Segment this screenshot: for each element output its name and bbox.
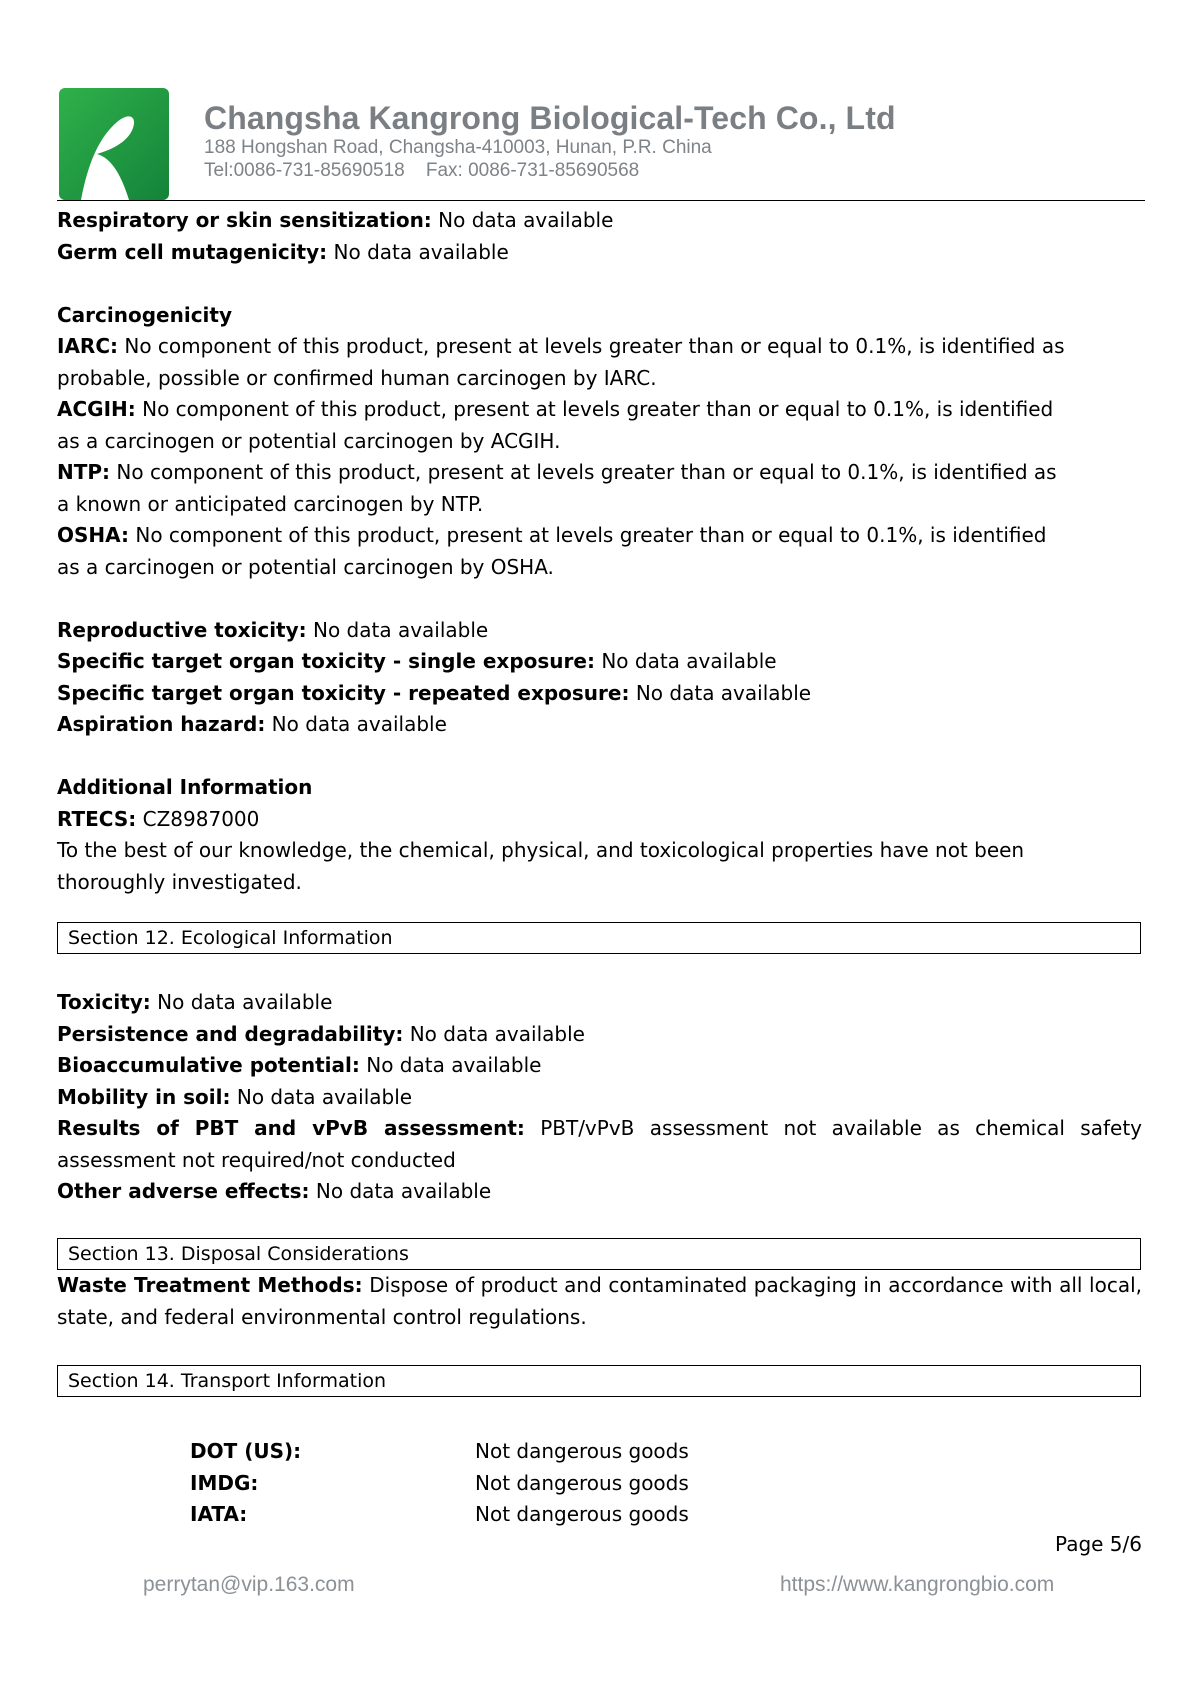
field-label: NTP: xyxy=(57,460,111,484)
spacer xyxy=(57,268,1142,300)
aspiration-hazard xyxy=(57,709,1142,741)
field-value: No data available xyxy=(309,1179,492,1203)
field-label: Persistence and degradability: xyxy=(57,1021,404,1046)
ntp-line-1 xyxy=(57,457,1142,489)
additional-information-heading: Additional Information xyxy=(57,775,313,799)
company-address: 188 Hongshan Road, Changsha-410003, Hunan, P.R. China xyxy=(204,137,712,158)
transport-value: Not dangerous goods xyxy=(475,1439,689,1463)
transport-label: DOT (US): xyxy=(190,1439,302,1463)
field-label: OSHA: xyxy=(57,523,129,547)
iarc-line-1 xyxy=(57,331,1142,363)
germ-cell-mutagenicity xyxy=(57,237,1142,269)
other-adverse-effects xyxy=(57,1176,1142,1208)
field-label: Mobility in soil: xyxy=(57,1084,231,1109)
persistence-degradability xyxy=(57,1019,1142,1051)
respiratory-sensitization xyxy=(57,205,1142,237)
field-value: No data available xyxy=(431,208,614,232)
field-value: CZ8987000 xyxy=(136,806,260,831)
field-value: PBT/vPvB assessment not available as chemical safety assessment not required/not conducted xyxy=(57,1116,1142,1172)
page-number: Page 5/6 xyxy=(1055,1532,1142,1556)
bioaccumulative-potential xyxy=(57,1050,1142,1082)
field-value: No data available xyxy=(359,1053,542,1077)
field-value: No data available xyxy=(306,617,489,642)
field-value: No data available xyxy=(403,1021,585,1046)
transport-table xyxy=(190,1436,689,1531)
section-13-header: Section 13. Disposal Considerations xyxy=(57,1238,1141,1270)
section-14-header: Section 14. Transport Information xyxy=(57,1365,1141,1397)
spacer xyxy=(57,741,1142,773)
stot-repeated-exposure xyxy=(57,678,1142,710)
transport-row-imdg xyxy=(190,1468,689,1500)
field-label: Other adverse effects: xyxy=(57,1179,310,1203)
field-label: Specific target organ toxicity - single exposure: xyxy=(57,649,595,673)
mobility-in-soil xyxy=(57,1082,1142,1114)
ecological-content xyxy=(57,987,1142,1208)
waste-treatment-methods xyxy=(57,1270,1142,1333)
reproductive-toxicity xyxy=(57,615,1142,647)
disposal-content xyxy=(57,1270,1142,1333)
field-label: Reproductive toxicity: xyxy=(57,617,307,642)
field-label: IARC: xyxy=(57,334,118,358)
transport-label: IMDG: xyxy=(190,1470,259,1495)
field-label: Results of PBT and vPvB assessment: xyxy=(57,1116,525,1140)
ntp-line-2: a known or anticipated carcinogen by NTP. xyxy=(57,491,484,516)
field-value: No component of this product, present at levels greater than or equal to 0.1%, is identified xyxy=(135,397,1054,421)
transport-label: IATA: xyxy=(190,1502,248,1526)
eco-toxicity xyxy=(57,987,1142,1019)
pbt-vpvb-assessment xyxy=(57,1113,1142,1176)
section-12-header: Section 12. Ecological Information xyxy=(57,922,1141,954)
transport-row-dot xyxy=(190,1436,689,1468)
field-label: Toxicity: xyxy=(57,990,151,1014)
acgih-line-2: as a carcinogen or potential carcinogen by ACGIH. xyxy=(57,428,561,453)
kangrong-logo-icon xyxy=(59,88,169,200)
field-value: No data available xyxy=(230,1084,413,1109)
field-value: No data available xyxy=(594,649,777,673)
footer-website-link[interactable]: https://www.kangrongbio.com xyxy=(780,1573,1055,1596)
field-label: Waste Treatment Methods: xyxy=(57,1273,363,1297)
footer-email[interactable]: perrytan@vip.163.com xyxy=(143,1573,355,1596)
field-value: No data available xyxy=(327,239,509,264)
transport-row-iata xyxy=(190,1499,689,1531)
spacer xyxy=(57,583,1142,615)
rtecs-number xyxy=(57,804,1142,836)
iarc-line-2: probable, possible or confirmed human carcinogen by IARC. xyxy=(57,365,657,390)
field-value: No data available xyxy=(629,680,812,705)
field-label: RTECS: xyxy=(57,806,137,831)
company-name: Changsha Kangrong Biological-Tech Co., Ltd xyxy=(204,100,896,136)
company-contact: Tel:0086-731-85690518 Fax: 0086-731-85690568 xyxy=(204,160,640,181)
field-label: Respiratory or skin sensitization: xyxy=(57,208,432,232)
knowledge-note-line-2: thoroughly investigated. xyxy=(57,869,302,894)
osha-line-2: as a carcinogen or potential carcinogen by OSHA. xyxy=(57,554,554,579)
field-label: Germ cell mutagenicity: xyxy=(57,239,328,264)
field-label: Specific target organ toxicity - repeated exposure: xyxy=(57,680,630,705)
transport-value: Not dangerous goods xyxy=(475,1470,689,1495)
company-logo xyxy=(59,88,169,200)
stot-single-exposure xyxy=(57,646,1142,678)
osha-line-1 xyxy=(57,520,1142,552)
field-value: No component of this product, present at levels greater than or equal to 0.1%, is identified as xyxy=(118,334,1065,358)
field-value: No data available xyxy=(150,990,333,1014)
toxicology-content xyxy=(57,205,1142,898)
field-label: Aspiration hazard: xyxy=(57,712,266,736)
field-value: Dispose of product and contaminated packaging in accordance with all local, state, and federal environmental control regulations. xyxy=(57,1273,1142,1329)
knowledge-note-line-1: To the best of our knowledge, the chemical, physical, and toxicological properties have not been xyxy=(57,838,1025,862)
transport-value: Not dangerous goods xyxy=(475,1502,689,1526)
carcinogenicity-heading: Carcinogenicity xyxy=(57,302,233,327)
field-value: No data available xyxy=(265,712,447,736)
field-label: ACGIH: xyxy=(57,397,136,421)
field-value: No component of this product, present at levels greater than or equal to 0.1%, is identified as xyxy=(110,460,1057,484)
field-label: Bioaccumulative potential: xyxy=(57,1053,360,1077)
header-divider xyxy=(57,200,1145,201)
field-value: No component of this product, present at levels greater than or equal to 0.1%, is identified xyxy=(129,523,1047,547)
acgih-line-1 xyxy=(57,394,1142,426)
